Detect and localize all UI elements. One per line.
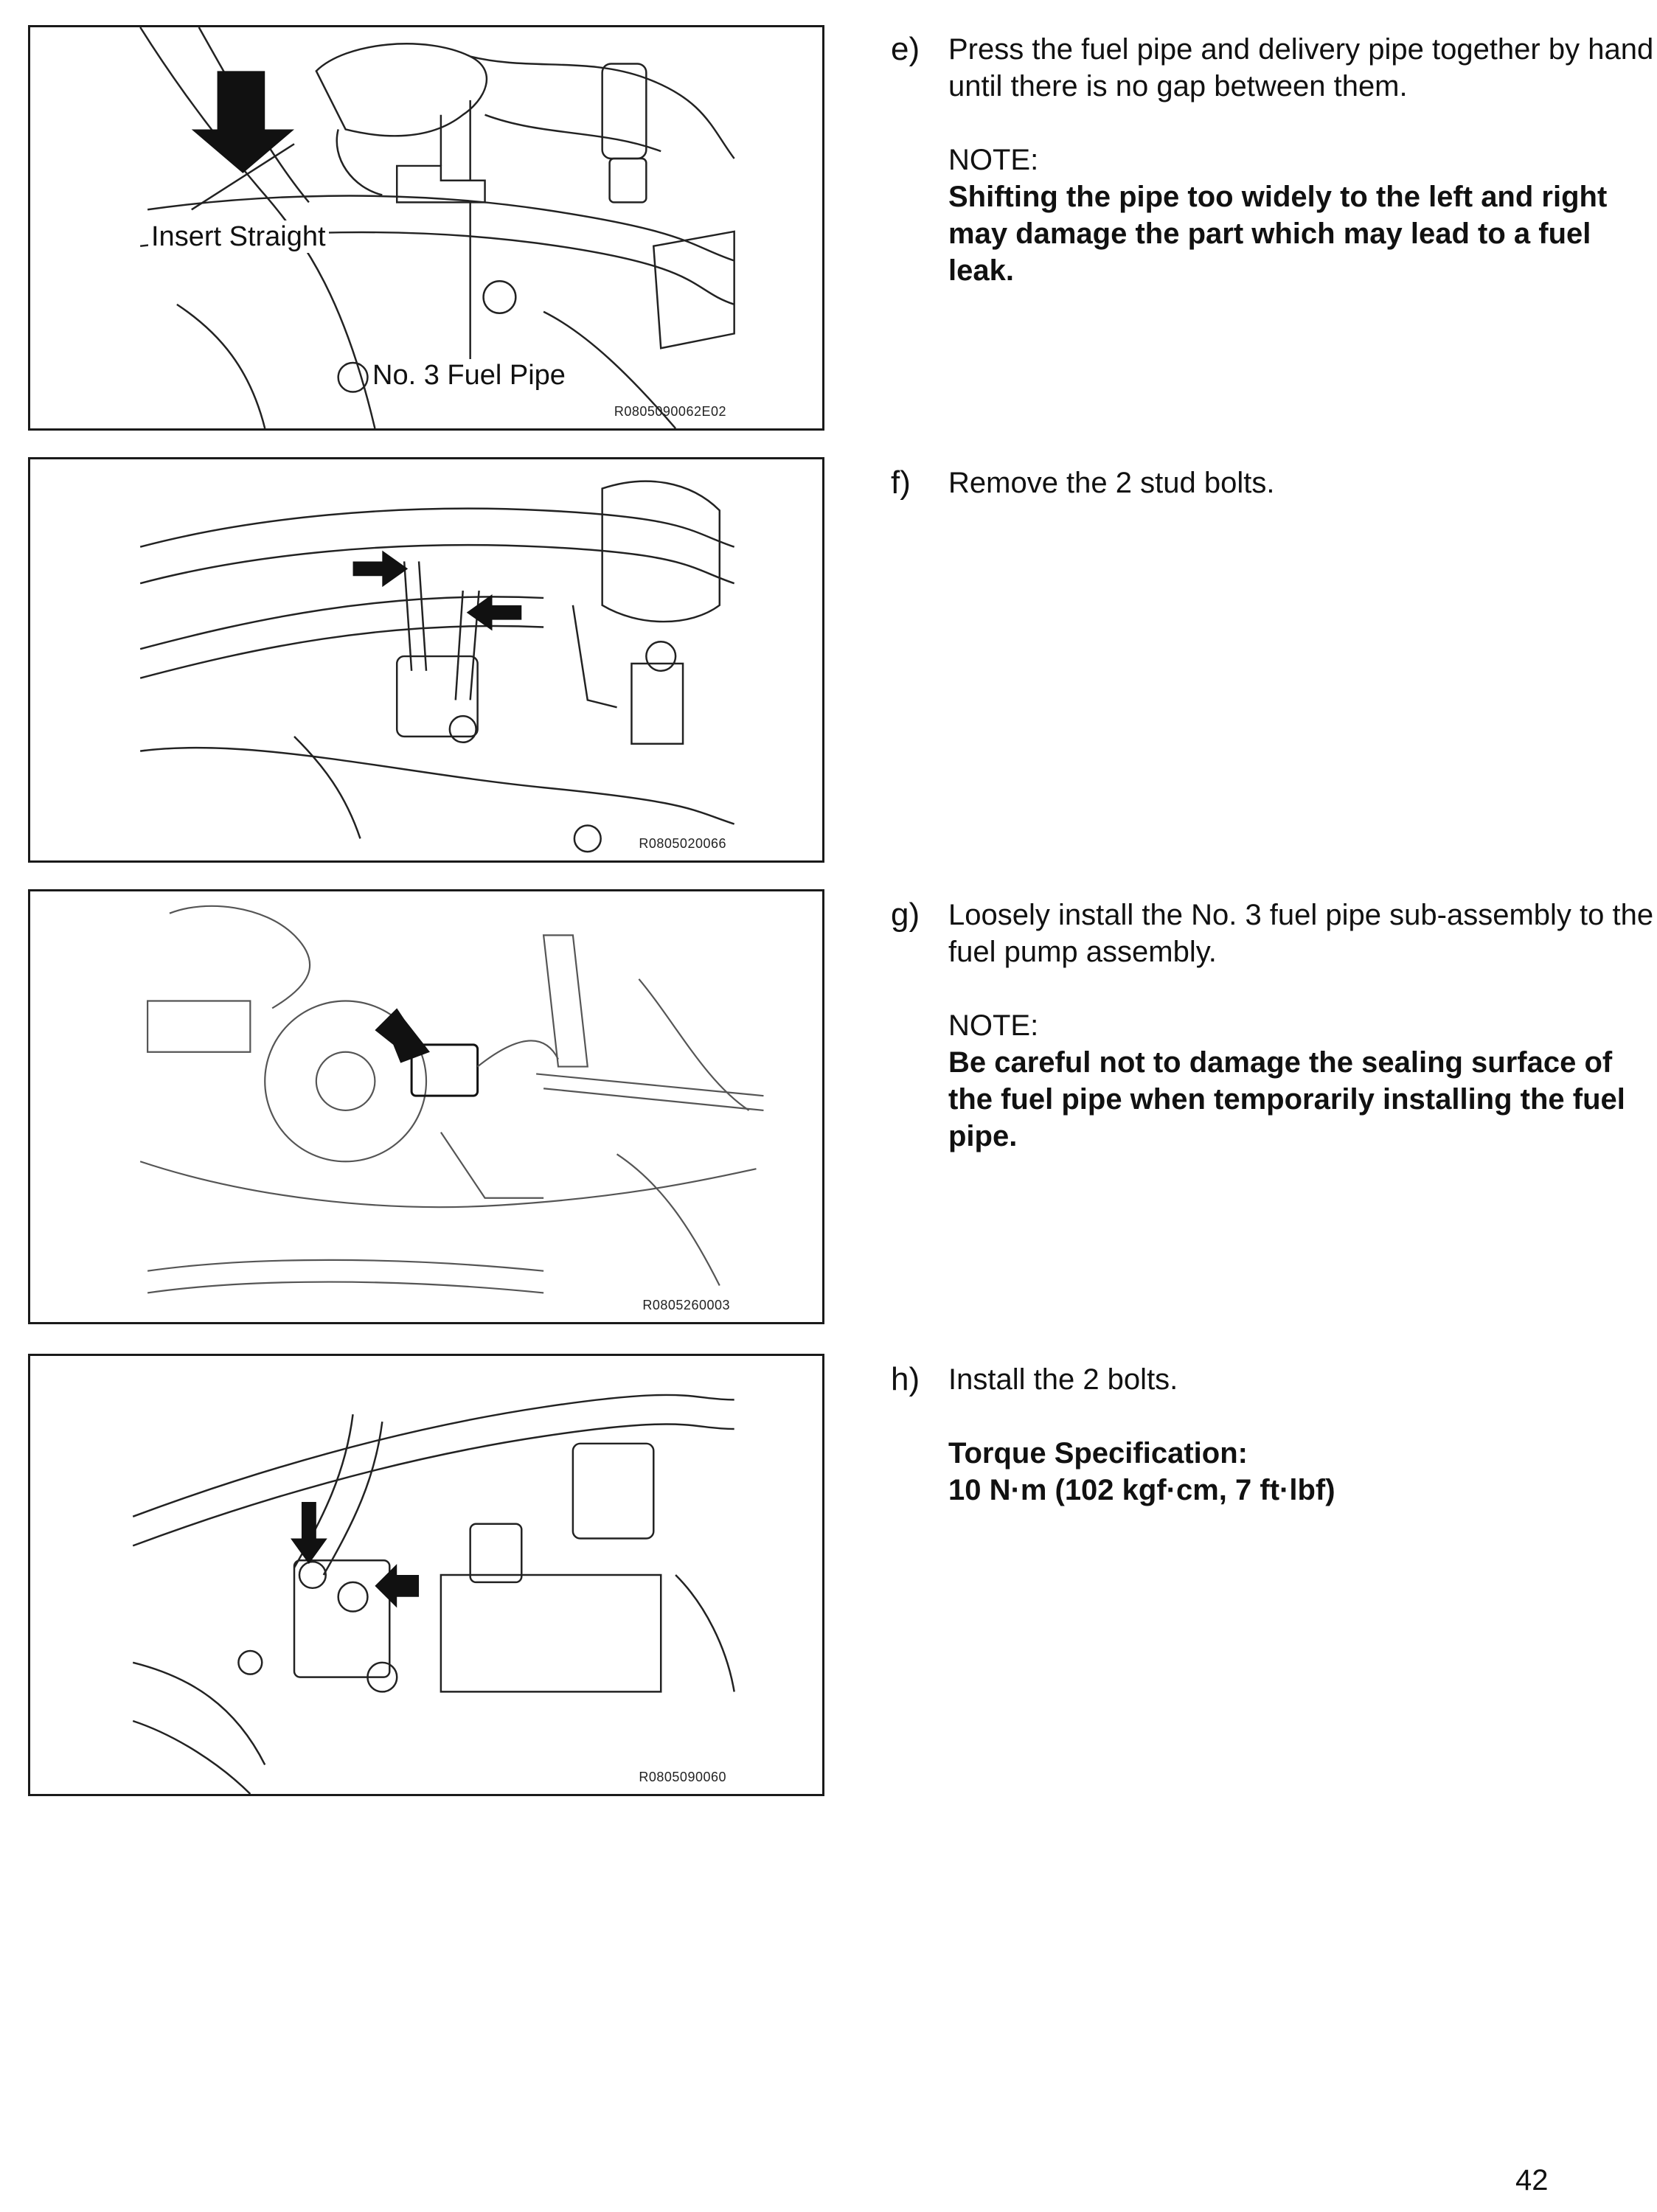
arrow-left-icon xyxy=(353,551,409,587)
note-heading: NOTE: xyxy=(948,144,1039,176)
note-text: Shifting the pipe too widely to the left and right may damage the part which may lead to a fuel leak. xyxy=(948,181,1608,287)
figure-3-illustration xyxy=(30,891,822,1322)
step-letter: h) xyxy=(891,1361,920,1397)
step-letter: f) xyxy=(891,465,911,501)
figure-4 xyxy=(28,1354,824,1796)
step-text: Install the 2 bolts. xyxy=(948,1363,1178,1396)
step-body xyxy=(948,465,1656,501)
figure-code: R0805090060 xyxy=(639,1770,726,1784)
step-letter: g) xyxy=(891,897,920,933)
figure-code: R0805020066 xyxy=(639,836,726,851)
step-body xyxy=(948,897,1656,1155)
figure-code: R0805260003 xyxy=(642,1298,730,1312)
arrow-down-icon xyxy=(291,1502,327,1564)
step-body xyxy=(948,1361,1656,1509)
step-text: Loosely install the No. 3 fuel pipe sub-assembly to the fuel pump assembly. xyxy=(948,899,1654,968)
arrow-icon xyxy=(375,1008,430,1062)
step-body xyxy=(948,31,1656,289)
page-number: 42 xyxy=(1515,2164,1549,2197)
step-text: Remove the 2 stud bolts. xyxy=(948,467,1275,499)
step-text: Press the fuel pipe and delivery pipe together by hand until there is no gap between them. xyxy=(948,33,1654,102)
note-heading: NOTE: xyxy=(948,1009,1039,1042)
torque-value: 10 N·m (102 kgf·cm, 7 ft·lbf) xyxy=(948,1474,1335,1506)
figure-code: R0805090062E02 xyxy=(614,404,726,419)
figure-4-illustration xyxy=(30,1356,822,1794)
figure-2 xyxy=(28,457,824,863)
figure-1 xyxy=(28,25,824,431)
figure-3 xyxy=(28,889,824,1324)
note-text: Be careful not to damage the sealing surface of the fuel pipe when temporarily installing the fuel pipe. xyxy=(948,1046,1625,1152)
step-letter: e) xyxy=(891,31,920,67)
arrow-left-icon xyxy=(375,1564,419,1607)
no3-fuel-pipe-label: No. 3 Fuel Pipe xyxy=(369,359,569,392)
figure-2-illustration xyxy=(30,459,822,860)
torque-heading: Torque Specification: xyxy=(948,1437,1248,1470)
insert-straight-label: Insert Straight xyxy=(148,220,329,253)
